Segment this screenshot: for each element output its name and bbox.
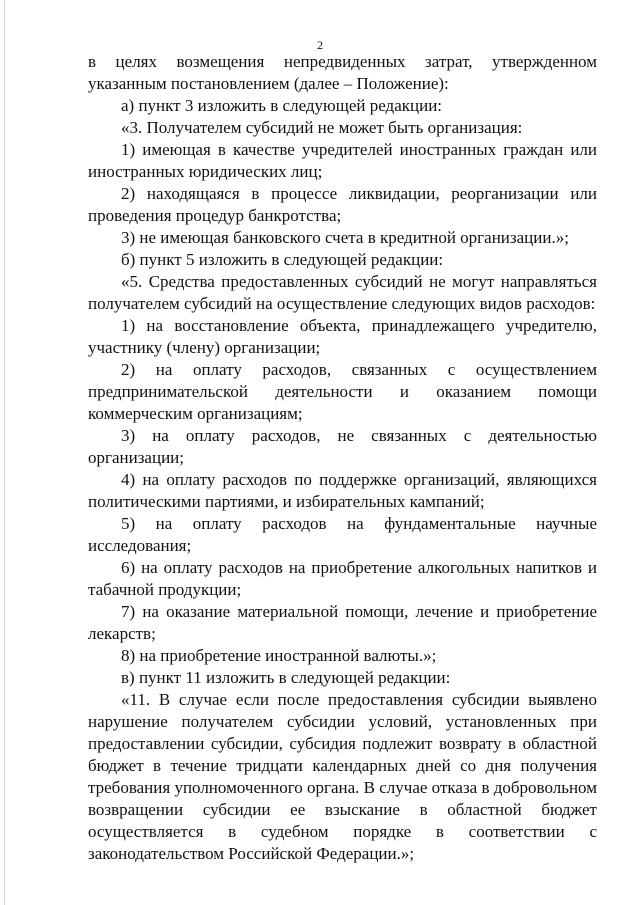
paragraph: 8) на приобретение иностранной валюты.»; [121, 646, 437, 665]
paragraph: в) пункт 11 изложить в следующей редакции: [121, 668, 451, 687]
paragraph: 5) на оплату расходов на фундаментальные научные исследования; [88, 514, 597, 555]
paragraph: 3) на оплату расходов, не связанных с деятельностью организации; [88, 426, 597, 467]
scan-edge-line [4, 0, 5, 905]
paragraph: а) пункт 3 изложить в следующей редакции: [121, 96, 443, 115]
paragraph: 7) на оказание материальной помощи, лечение и приобретение лекарств; [88, 602, 597, 643]
paragraph: 1) имеющая в качестве учредителей иностранных граждан или иностранных юридических лиц; [88, 140, 597, 181]
paragraph: в целях возмещения непредвиденных затрат, утвержденном указанным постановлением (далее – Положение): [88, 52, 597, 93]
paragraph: «11. В случае если после предоставления субсидии выявлено нарушение получателем субсидии условий, установленных при предоставлении субсидии, субсидия подлежит возврату в областной бюджет в течение тридцати календарных дней со дня получения требования уполномоченного органа. В случае отказа в добровольном возвращении субсидии ее взыскание в областной бюджет осуществляется в судебном порядке в соответствии с законодательством Российской Федерации.»; [88, 690, 597, 863]
paragraph: 6) на оплату расходов на приобретение алкогольных напитков и табачной продукции; [88, 558, 597, 599]
paragraph: 1) на восстановление объекта, принадлежащего учредителю, участнику (члену) организации; [88, 316, 597, 357]
paragraph: «3. Получателем субсидий не может быть организация: [121, 118, 523, 137]
paragraph: 2) находящаяся в процессе ликвидации, реорганизации или проведения процедур банкротства; [88, 184, 597, 225]
paragraph: 3) не имеющая банковского счета в кредитной организации.»; [121, 228, 569, 247]
document-body [88, 51, 597, 865]
paragraph: б) пункт 5 изложить в следующей редакции: [121, 250, 444, 269]
page-number: 2 [317, 38, 323, 52]
paragraph: «5. Средства предоставленных субсидий не могут направляться получателем субсидий на осуществление следующих видов расходов: [88, 272, 597, 313]
paragraph: 4) на оплату расходов по поддержке организаций, являющихся политическими партиями, и избирательных кампаний; [88, 470, 597, 511]
paragraph: 2) на оплату расходов, связанных с осуществлением предпринимательской деятельности и оказанием помощи коммерческим организациям; [88, 360, 597, 423]
